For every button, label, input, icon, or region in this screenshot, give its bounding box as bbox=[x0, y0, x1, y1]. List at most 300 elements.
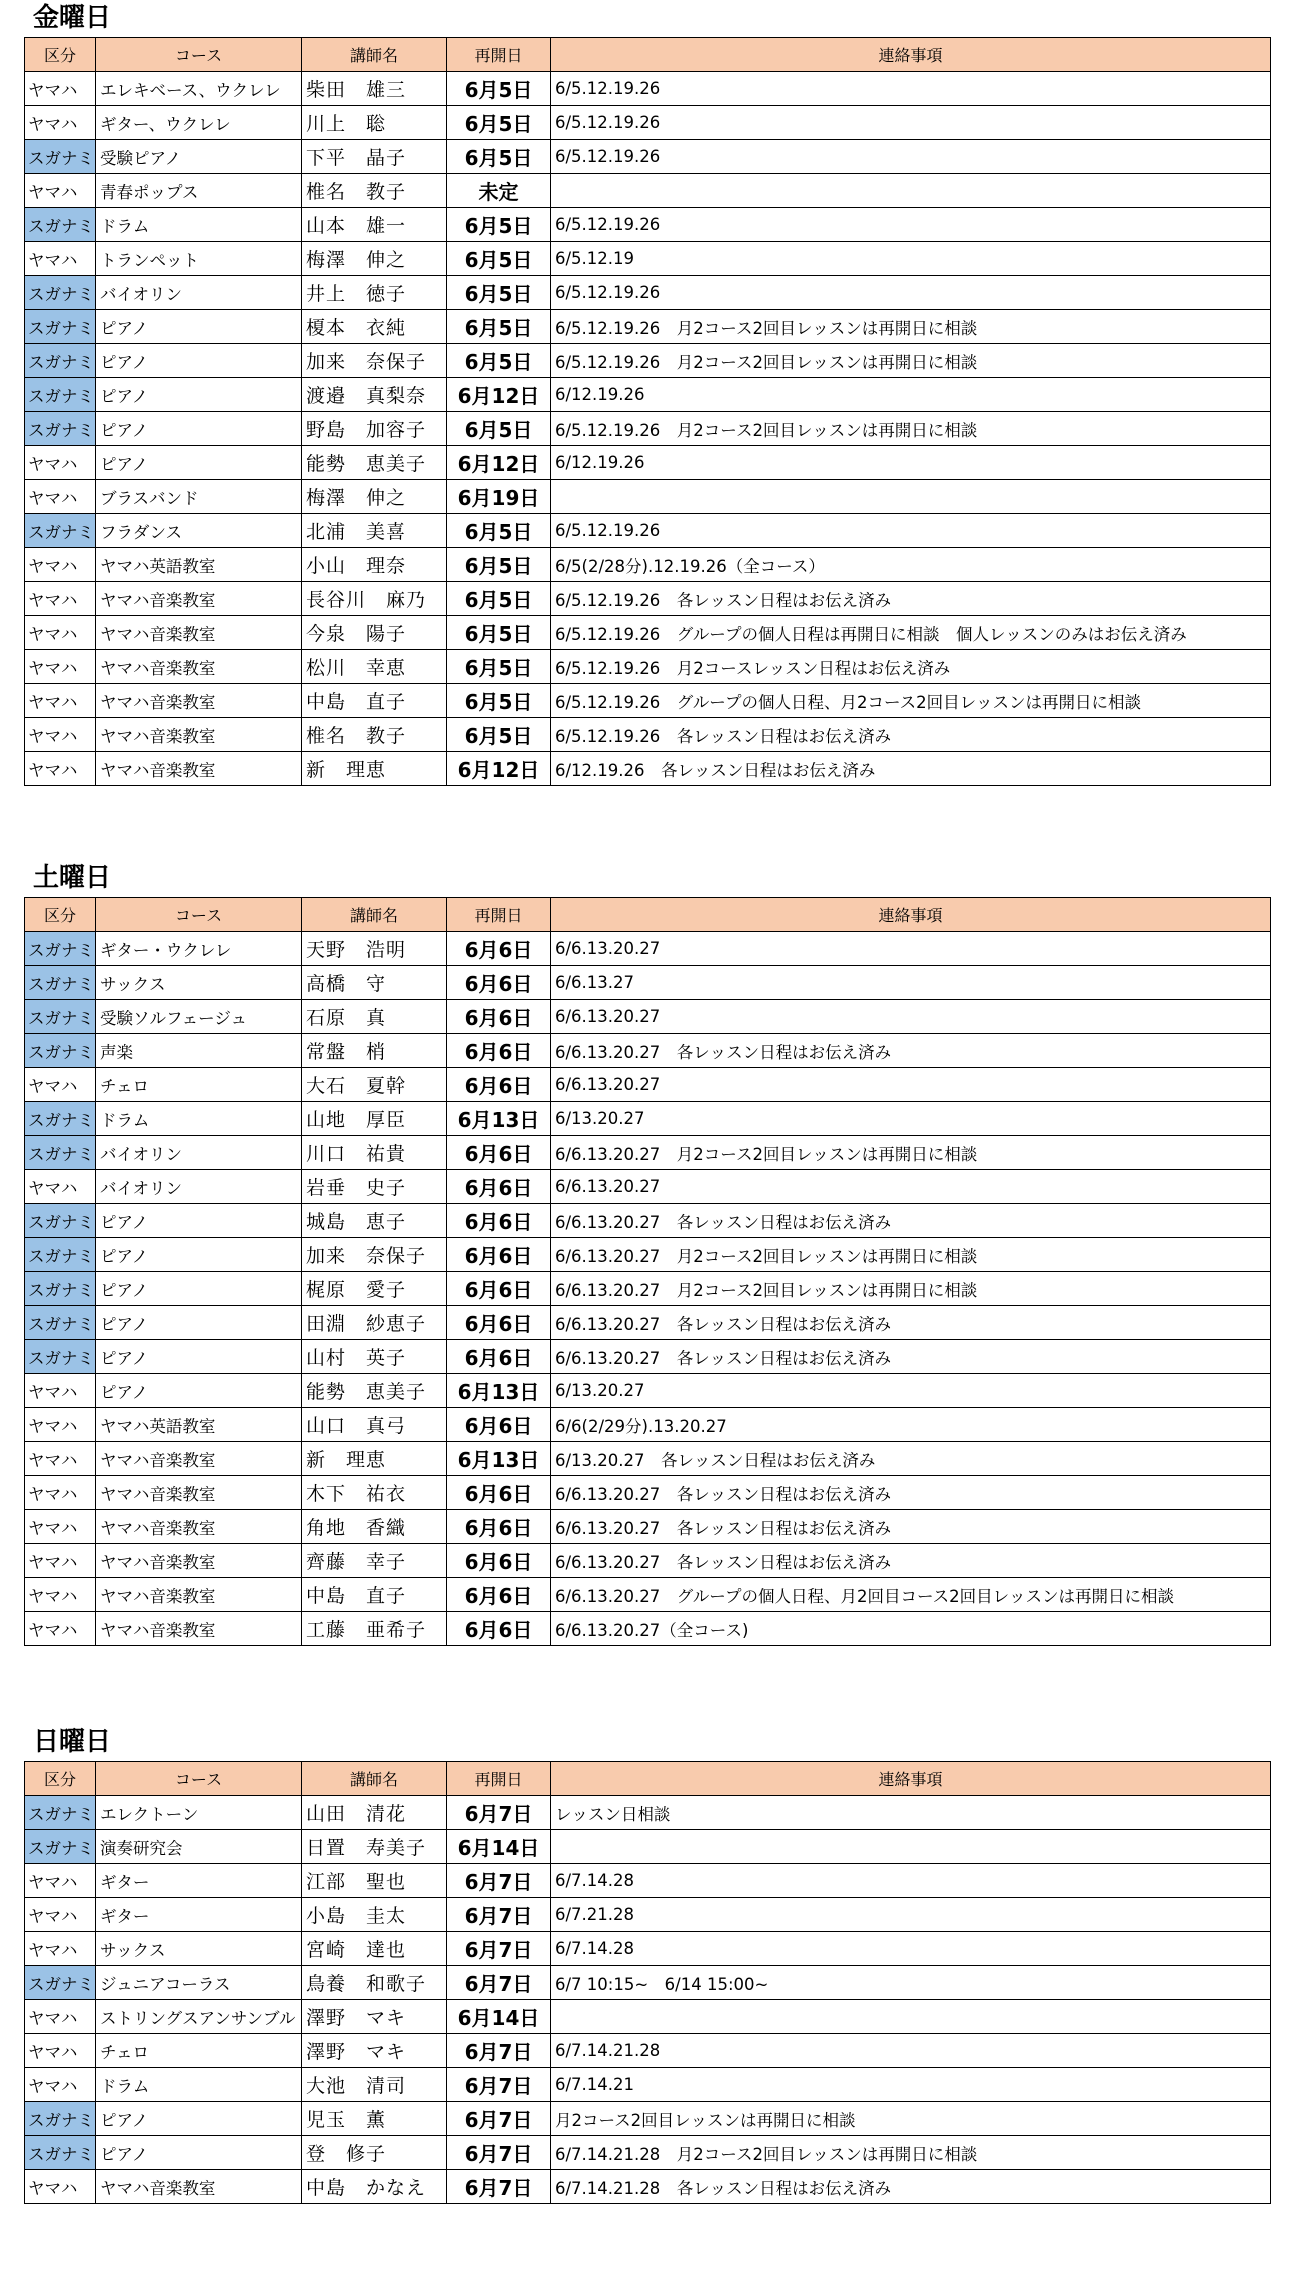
course-cell: ヤマハ英語教室 bbox=[96, 1408, 302, 1442]
kubun-cell: スガナミ bbox=[25, 2102, 96, 2136]
table-row bbox=[25, 1830, 1271, 1864]
kubun-cell: スガナミ bbox=[25, 1204, 96, 1238]
course-cell: チェロ bbox=[96, 1068, 302, 1102]
course-cell: ピアノ bbox=[96, 378, 302, 412]
teacher-cell: 椎名 教子 bbox=[302, 174, 447, 208]
kubun-cell: ヤマハ bbox=[25, 2068, 96, 2102]
table-row bbox=[25, 1000, 1271, 1034]
table-row bbox=[25, 1068, 1271, 1102]
note-cell: 6/5.12.19.26 各レッスン日程はお伝え済み bbox=[551, 582, 1271, 616]
course-cell: ヤマハ音楽教室 bbox=[96, 1612, 302, 1646]
table-row bbox=[25, 1034, 1271, 1068]
table-row bbox=[25, 684, 1271, 718]
table-row bbox=[25, 106, 1271, 140]
table-row bbox=[25, 1170, 1271, 1204]
kubun-cell: スガナミ bbox=[25, 932, 96, 966]
course-cell: ピアノ bbox=[96, 1306, 302, 1340]
table-row bbox=[25, 72, 1271, 106]
table-row bbox=[25, 548, 1271, 582]
course-cell: ヤマハ英語教室 bbox=[96, 548, 302, 582]
kubun-cell: ヤマハ bbox=[25, 1864, 96, 1898]
table-row bbox=[25, 616, 1271, 650]
kubun-cell: ヤマハ bbox=[25, 2034, 96, 2068]
teacher-cell: 梶原 愛子 bbox=[302, 1272, 447, 1306]
teacher-cell: 大石 夏幹 bbox=[302, 1068, 447, 1102]
kubun-cell: スガナミ bbox=[25, 1340, 96, 1374]
table-row bbox=[25, 1966, 1271, 2000]
table-row bbox=[25, 2102, 1271, 2136]
date-cell: 6月6日 bbox=[447, 1170, 551, 1204]
date-cell: 6月6日 bbox=[447, 1340, 551, 1374]
table-row bbox=[25, 208, 1271, 242]
course-cell: ブラスバンド bbox=[96, 480, 302, 514]
teacher-cell: 小島 圭太 bbox=[302, 1898, 447, 1932]
date-cell: 6月5日 bbox=[447, 616, 551, 650]
teacher-cell: 山村 英子 bbox=[302, 1340, 447, 1374]
table-row bbox=[25, 378, 1271, 412]
kubun-cell: ヤマハ bbox=[25, 2170, 96, 2204]
course-cell: ピアノ bbox=[96, 2102, 302, 2136]
note-cell: 6/6.13.20.27 月2コース2回目レッスンは再開日に相談 bbox=[551, 1238, 1271, 1272]
teacher-cell: 中島 かなえ bbox=[302, 2170, 447, 2204]
date-cell: 6月6日 bbox=[447, 1612, 551, 1646]
teacher-cell: 木下 祐衣 bbox=[302, 1476, 447, 1510]
note-cell: 6/5.12.19.26 月2コース2回目レッスンは再開日に相談 bbox=[551, 310, 1271, 344]
table-row bbox=[25, 582, 1271, 616]
kubun-cell: スガナミ bbox=[25, 276, 96, 310]
date-cell: 6月5日 bbox=[447, 650, 551, 684]
table-row bbox=[25, 344, 1271, 378]
date-cell: 6月12日 bbox=[447, 378, 551, 412]
kubun-cell: ヤマハ bbox=[25, 446, 96, 480]
teacher-cell: 鳥養 和歌子 bbox=[302, 1966, 447, 2000]
date-cell: 6月6日 bbox=[447, 1544, 551, 1578]
date-cell: 6月5日 bbox=[447, 208, 551, 242]
table-row bbox=[25, 514, 1271, 548]
table-row bbox=[25, 1898, 1271, 1932]
note-cell: 月2コース2回目レッスンは再開日に相談 bbox=[551, 2102, 1271, 2136]
date-cell: 6月5日 bbox=[447, 72, 551, 106]
header-teacher: 講師名 bbox=[302, 898, 447, 932]
date-cell: 6月6日 bbox=[447, 1510, 551, 1544]
date-cell: 6月6日 bbox=[447, 1476, 551, 1510]
date-cell: 6月5日 bbox=[447, 276, 551, 310]
kubun-cell: ヤマハ bbox=[25, 106, 96, 140]
course-cell: ドラム bbox=[96, 2068, 302, 2102]
course-cell: ピアノ bbox=[96, 344, 302, 378]
date-cell: 6月6日 bbox=[447, 1578, 551, 1612]
note-cell bbox=[551, 480, 1271, 514]
date-cell: 6月13日 bbox=[447, 1102, 551, 1136]
kubun-cell: ヤマハ bbox=[25, 1476, 96, 1510]
kubun-cell: ヤマハ bbox=[25, 718, 96, 752]
course-cell: ヤマハ音楽教室 bbox=[96, 650, 302, 684]
header-note: 連絡事項 bbox=[551, 38, 1271, 72]
course-cell: 声楽 bbox=[96, 1034, 302, 1068]
table-row bbox=[25, 1544, 1271, 1578]
table-row bbox=[25, 1796, 1271, 1830]
kubun-cell: スガナミ bbox=[25, 1238, 96, 1272]
course-cell: ヤマハ音楽教室 bbox=[96, 1544, 302, 1578]
kubun-cell: スガナミ bbox=[25, 1136, 96, 1170]
kubun-cell: スガナミ bbox=[25, 1796, 96, 1830]
header-note: 連絡事項 bbox=[551, 1762, 1271, 1796]
date-cell: 6月5日 bbox=[447, 344, 551, 378]
kubun-cell: ヤマハ bbox=[25, 1898, 96, 1932]
table-row bbox=[25, 1136, 1271, 1170]
teacher-cell: 石原 真 bbox=[302, 1000, 447, 1034]
teacher-cell: 澤野 マキ bbox=[302, 2034, 447, 2068]
kubun-cell: ヤマハ bbox=[25, 616, 96, 650]
table-row bbox=[25, 1374, 1271, 1408]
header-date: 再開日 bbox=[447, 38, 551, 72]
table-row bbox=[25, 2034, 1271, 2068]
header-teacher: 講師名 bbox=[302, 38, 447, 72]
course-cell: 演奏研究会 bbox=[96, 1830, 302, 1864]
kubun-cell: スガナミ bbox=[25, 310, 96, 344]
schedule-table bbox=[24, 897, 1271, 1646]
table-row bbox=[25, 932, 1271, 966]
note-cell: 6/6.13.20.27 各レッスン日程はお伝え済み bbox=[551, 1204, 1271, 1238]
date-cell: 6月7日 bbox=[447, 1898, 551, 1932]
course-cell: サックス bbox=[96, 1932, 302, 1966]
teacher-cell: 能勢 恵美子 bbox=[302, 446, 447, 480]
teacher-cell: 渡邉 真梨奈 bbox=[302, 378, 447, 412]
teacher-cell: 山田 清花 bbox=[302, 1796, 447, 1830]
table-row bbox=[25, 752, 1271, 786]
teacher-cell: 日置 寿美子 bbox=[302, 1830, 447, 1864]
course-cell: チェロ bbox=[96, 2034, 302, 2068]
note-cell: 6/6.13.20.27 各レッスン日程はお伝え済み bbox=[551, 1510, 1271, 1544]
note-cell: 6/6.13.20.27 各レッスン日程はお伝え済み bbox=[551, 1034, 1271, 1068]
course-cell: ヤマハ音楽教室 bbox=[96, 1510, 302, 1544]
date-cell: 6月5日 bbox=[447, 582, 551, 616]
note-cell: 6/7.14.21.28 bbox=[551, 2034, 1271, 2068]
course-cell: ヤマハ音楽教室 bbox=[96, 2170, 302, 2204]
course-cell: ピアノ bbox=[96, 1374, 302, 1408]
note-cell: 6/6.13.20.27 月2コース2回目レッスンは再開日に相談 bbox=[551, 1272, 1271, 1306]
date-cell: 6月7日 bbox=[447, 2170, 551, 2204]
teacher-cell: 江部 聖也 bbox=[302, 1864, 447, 1898]
table-row bbox=[25, 1102, 1271, 1136]
course-cell: ピアノ bbox=[96, 310, 302, 344]
date-cell: 6月5日 bbox=[447, 310, 551, 344]
section-title: 金曜日 bbox=[33, 3, 112, 33]
header-course: コース bbox=[96, 898, 302, 932]
note-cell: 6/5.12.19.26 bbox=[551, 72, 1271, 106]
course-cell: ギター bbox=[96, 1864, 302, 1898]
date-cell: 6月5日 bbox=[447, 514, 551, 548]
teacher-cell: 山本 雄一 bbox=[302, 208, 447, 242]
kubun-cell: ヤマハ bbox=[25, 1068, 96, 1102]
kubun-cell: スガナミ bbox=[25, 2136, 96, 2170]
table-row bbox=[25, 1204, 1271, 1238]
teacher-cell: 常盤 梢 bbox=[302, 1034, 447, 1068]
note-cell: 6/7.14.21 bbox=[551, 2068, 1271, 2102]
date-cell: 6月5日 bbox=[447, 242, 551, 276]
kubun-cell: ヤマハ bbox=[25, 174, 96, 208]
course-cell: 受験ピアノ bbox=[96, 140, 302, 174]
day-section bbox=[24, 1724, 1271, 2204]
course-cell: ピアノ bbox=[96, 1204, 302, 1238]
note-cell: 6/6.13.20.27 各レッスン日程はお伝え済み bbox=[551, 1340, 1271, 1374]
date-cell: 6月6日 bbox=[447, 1306, 551, 1340]
course-cell: ピアノ bbox=[96, 1238, 302, 1272]
table-row bbox=[25, 446, 1271, 480]
teacher-cell: 児玉 薫 bbox=[302, 2102, 447, 2136]
course-cell: ヤマハ音楽教室 bbox=[96, 684, 302, 718]
section-title: 土曜日 bbox=[33, 863, 112, 893]
teacher-cell: 川上 聡 bbox=[302, 106, 447, 140]
course-cell: バイオリン bbox=[96, 1136, 302, 1170]
teacher-cell: 下平 晶子 bbox=[302, 140, 447, 174]
date-cell: 6月5日 bbox=[447, 106, 551, 140]
teacher-cell: 宮崎 達也 bbox=[302, 1932, 447, 1966]
date-cell: 未定 bbox=[447, 174, 551, 208]
note-cell: 6/7.14.28 bbox=[551, 1864, 1271, 1898]
kubun-cell: スガナミ bbox=[25, 140, 96, 174]
note-cell: 6/7.14.21.28 各レッスン日程はお伝え済み bbox=[551, 2170, 1271, 2204]
header-row bbox=[25, 898, 1271, 932]
teacher-cell: 柴田 雄三 bbox=[302, 72, 447, 106]
note-cell: 6/5.12.19.26 月2コース2回目レッスンは再開日に相談 bbox=[551, 344, 1271, 378]
note-cell: 6/12.19.26 bbox=[551, 378, 1271, 412]
section-title: 日曜日 bbox=[33, 1727, 112, 1757]
note-cell: 6/6.13.20.27 bbox=[551, 932, 1271, 966]
course-cell: ヤマハ音楽教室 bbox=[96, 718, 302, 752]
teacher-cell: 新 理恵 bbox=[302, 1442, 447, 1476]
course-cell: 青春ポップス bbox=[96, 174, 302, 208]
teacher-cell: 天野 浩明 bbox=[302, 932, 447, 966]
teacher-cell: 今泉 陽子 bbox=[302, 616, 447, 650]
course-cell: ピアノ bbox=[96, 2136, 302, 2170]
note-cell: 6/6(2/29分).13.20.27 bbox=[551, 1408, 1271, 1442]
teacher-cell: 松川 幸恵 bbox=[302, 650, 447, 684]
header-date: 再開日 bbox=[447, 898, 551, 932]
kubun-cell: スガナミ bbox=[25, 378, 96, 412]
table-row bbox=[25, 242, 1271, 276]
course-cell: ドラム bbox=[96, 1102, 302, 1136]
date-cell: 6月7日 bbox=[447, 1966, 551, 2000]
teacher-cell: 川口 祐貴 bbox=[302, 1136, 447, 1170]
note-cell: 6/6.13.20.27 bbox=[551, 1170, 1271, 1204]
kubun-cell: ヤマハ bbox=[25, 480, 96, 514]
table-row bbox=[25, 1510, 1271, 1544]
table-row bbox=[25, 650, 1271, 684]
table-row bbox=[25, 174, 1271, 208]
date-cell: 6月19日 bbox=[447, 480, 551, 514]
teacher-cell: 城島 恵子 bbox=[302, 1204, 447, 1238]
note-cell: 6/5.12.19 bbox=[551, 242, 1271, 276]
teacher-cell: 加来 奈保子 bbox=[302, 344, 447, 378]
table-row bbox=[25, 140, 1271, 174]
course-cell: ピアノ bbox=[96, 1272, 302, 1306]
teacher-cell: 工藤 亜希子 bbox=[302, 1612, 447, 1646]
teacher-cell: 長谷川 麻乃 bbox=[302, 582, 447, 616]
kubun-cell: ヤマハ bbox=[25, 752, 96, 786]
table-row bbox=[25, 1340, 1271, 1374]
date-cell: 6月6日 bbox=[447, 966, 551, 1000]
header-kubun: 区分 bbox=[25, 1762, 96, 1796]
kubun-cell: スガナミ bbox=[25, 1102, 96, 1136]
course-cell: ギター、ウクレレ bbox=[96, 106, 302, 140]
note-cell: 6/7 10:15~ 6/14 15:00~ bbox=[551, 1966, 1271, 2000]
kubun-cell: ヤマハ bbox=[25, 1544, 96, 1578]
kubun-cell: ヤマハ bbox=[25, 548, 96, 582]
note-cell: 6/5.12.19.26 グループの個人日程、月2コース2回目レッスンは再開日に相談 bbox=[551, 684, 1271, 718]
note-cell: 6/5.12.19.26 bbox=[551, 514, 1271, 548]
date-cell: 6月13日 bbox=[447, 1442, 551, 1476]
course-cell: エレクトーン bbox=[96, 1796, 302, 1830]
note-cell: 6/5.12.19.26 bbox=[551, 208, 1271, 242]
date-cell: 6月6日 bbox=[447, 1136, 551, 1170]
header-row bbox=[25, 1762, 1271, 1796]
kubun-cell: スガナミ bbox=[25, 1272, 96, 1306]
teacher-cell: 加来 奈保子 bbox=[302, 1238, 447, 1272]
teacher-cell: 榎本 衣純 bbox=[302, 310, 447, 344]
date-cell: 6月7日 bbox=[447, 1796, 551, 1830]
kubun-cell: ヤマハ bbox=[25, 72, 96, 106]
teacher-cell: 高橋 守 bbox=[302, 966, 447, 1000]
course-cell: ヤマハ音楽教室 bbox=[96, 582, 302, 616]
note-cell: 6/6.13.20.27 各レッスン日程はお伝え済み bbox=[551, 1544, 1271, 1578]
day-section bbox=[24, 0, 1271, 786]
note-cell: 6/7.14.21.28 月2コース2回目レッスンは再開日に相談 bbox=[551, 2136, 1271, 2170]
course-cell: ヤマハ音楽教室 bbox=[96, 752, 302, 786]
date-cell: 6月6日 bbox=[447, 1238, 551, 1272]
course-cell: ピアノ bbox=[96, 1340, 302, 1374]
date-cell: 6月5日 bbox=[447, 684, 551, 718]
teacher-cell: 中島 直子 bbox=[302, 684, 447, 718]
course-cell: バイオリン bbox=[96, 276, 302, 310]
teacher-cell: 新 理恵 bbox=[302, 752, 447, 786]
kubun-cell: ヤマハ bbox=[25, 650, 96, 684]
note-cell: 6/5.12.19.26 bbox=[551, 140, 1271, 174]
course-cell: トランペット bbox=[96, 242, 302, 276]
header-kubun: 区分 bbox=[25, 38, 96, 72]
table-row bbox=[25, 1442, 1271, 1476]
table-row bbox=[25, 1408, 1271, 1442]
note-cell: 6/5.12.19.26 各レッスン日程はお伝え済み bbox=[551, 718, 1271, 752]
date-cell: 6月12日 bbox=[447, 446, 551, 480]
table-row bbox=[25, 1476, 1271, 1510]
course-cell: ストリングスアンサンブル bbox=[96, 2000, 302, 2034]
teacher-cell: 野島 加容子 bbox=[302, 412, 447, 446]
course-cell: ドラム bbox=[96, 208, 302, 242]
kubun-cell: ヤマハ bbox=[25, 1442, 96, 1476]
note-cell: レッスン日相談 bbox=[551, 1796, 1271, 1830]
teacher-cell: 北浦 美喜 bbox=[302, 514, 447, 548]
date-cell: 6月5日 bbox=[447, 718, 551, 752]
note-cell: 6/5.12.19.26 bbox=[551, 276, 1271, 310]
header-course: コース bbox=[96, 38, 302, 72]
course-cell: ギター bbox=[96, 1898, 302, 1932]
kubun-cell: ヤマハ bbox=[25, 1612, 96, 1646]
note-cell bbox=[551, 2000, 1271, 2034]
course-cell: ギター・ウクレレ bbox=[96, 932, 302, 966]
date-cell: 6月6日 bbox=[447, 1000, 551, 1034]
note-cell: 6/6.13.20.27（全コース) bbox=[551, 1612, 1271, 1646]
date-cell: 6月6日 bbox=[447, 1204, 551, 1238]
kubun-cell: スガナミ bbox=[25, 514, 96, 548]
date-cell: 6月7日 bbox=[447, 1864, 551, 1898]
header-row bbox=[25, 38, 1271, 72]
day-section bbox=[24, 860, 1271, 1646]
kubun-cell: ヤマハ bbox=[25, 684, 96, 718]
date-cell: 6月14日 bbox=[447, 2000, 551, 2034]
table-row bbox=[25, 1578, 1271, 1612]
teacher-cell: 齊藤 幸子 bbox=[302, 1544, 447, 1578]
table-row bbox=[25, 1238, 1271, 1272]
table-row bbox=[25, 310, 1271, 344]
table-row bbox=[25, 1932, 1271, 1966]
table-row bbox=[25, 966, 1271, 1000]
kubun-cell: スガナミ bbox=[25, 412, 96, 446]
note-cell: 6/12.19.26 各レッスン日程はお伝え済み bbox=[551, 752, 1271, 786]
note-cell: 6/6.13.20.27 月2コース2回目レッスンは再開日に相談 bbox=[551, 1136, 1271, 1170]
date-cell: 6月7日 bbox=[447, 2102, 551, 2136]
note-cell: 6/5.12.19.26 グループの個人日程は再開日に相談 個人レッスンのみはお伝え済み bbox=[551, 616, 1271, 650]
teacher-cell: 岩垂 史子 bbox=[302, 1170, 447, 1204]
kubun-cell: ヤマハ bbox=[25, 1170, 96, 1204]
note-cell: 6/6.13.20.27 グループの個人日程、月2回目コース2回目レッスンは再開日に相談 bbox=[551, 1578, 1271, 1612]
note-cell: 6/5.12.19.26 bbox=[551, 106, 1271, 140]
teacher-cell: 井上 徳子 bbox=[302, 276, 447, 310]
course-cell: サックス bbox=[96, 966, 302, 1000]
teacher-cell: 小山 理奈 bbox=[302, 548, 447, 582]
table-row bbox=[25, 276, 1271, 310]
kubun-cell: ヤマハ bbox=[25, 1408, 96, 1442]
course-cell: エレキベース、ウクレレ bbox=[96, 72, 302, 106]
course-cell: ヤマハ音楽教室 bbox=[96, 1578, 302, 1612]
course-cell: ジュニアコーラス bbox=[96, 1966, 302, 2000]
note-cell: 6/13.20.27 各レッスン日程はお伝え済み bbox=[551, 1442, 1271, 1476]
date-cell: 6月7日 bbox=[447, 1932, 551, 1966]
header-date: 再開日 bbox=[447, 1762, 551, 1796]
kubun-cell: スガナミ bbox=[25, 344, 96, 378]
date-cell: 6月5日 bbox=[447, 140, 551, 174]
table-row bbox=[25, 2136, 1271, 2170]
date-cell: 6月6日 bbox=[447, 1068, 551, 1102]
note-cell: 6/13.20.27 bbox=[551, 1102, 1271, 1136]
kubun-cell: スガナミ bbox=[25, 1000, 96, 1034]
header-note: 連絡事項 bbox=[551, 898, 1271, 932]
note-cell: 6/7.14.28 bbox=[551, 1932, 1271, 1966]
teacher-cell: 能勢 恵美子 bbox=[302, 1374, 447, 1408]
date-cell: 6月7日 bbox=[447, 2136, 551, 2170]
header-kubun: 区分 bbox=[25, 898, 96, 932]
note-cell: 6/12.19.26 bbox=[551, 446, 1271, 480]
kubun-cell: ヤマハ bbox=[25, 1374, 96, 1408]
course-cell: フラダンス bbox=[96, 514, 302, 548]
teacher-cell: 椎名 教子 bbox=[302, 718, 447, 752]
table-row bbox=[25, 2170, 1271, 2204]
course-cell: ヤマハ音楽教室 bbox=[96, 616, 302, 650]
date-cell: 6月6日 bbox=[447, 1272, 551, 1306]
date-cell: 6月14日 bbox=[447, 1830, 551, 1864]
table-row bbox=[25, 2068, 1271, 2102]
teacher-cell: 澤野 マキ bbox=[302, 2000, 447, 2034]
kubun-cell: ヤマハ bbox=[25, 242, 96, 276]
date-cell: 6月5日 bbox=[447, 548, 551, 582]
teacher-cell: 登 修子 bbox=[302, 2136, 447, 2170]
note-cell: 6/7.21.28 bbox=[551, 1898, 1271, 1932]
note-cell: 6/13.20.27 bbox=[551, 1374, 1271, 1408]
table-row bbox=[25, 2000, 1271, 2034]
kubun-cell: スガナミ bbox=[25, 966, 96, 1000]
teacher-cell: 山口 真弓 bbox=[302, 1408, 447, 1442]
kubun-cell: ヤマハ bbox=[25, 1932, 96, 1966]
